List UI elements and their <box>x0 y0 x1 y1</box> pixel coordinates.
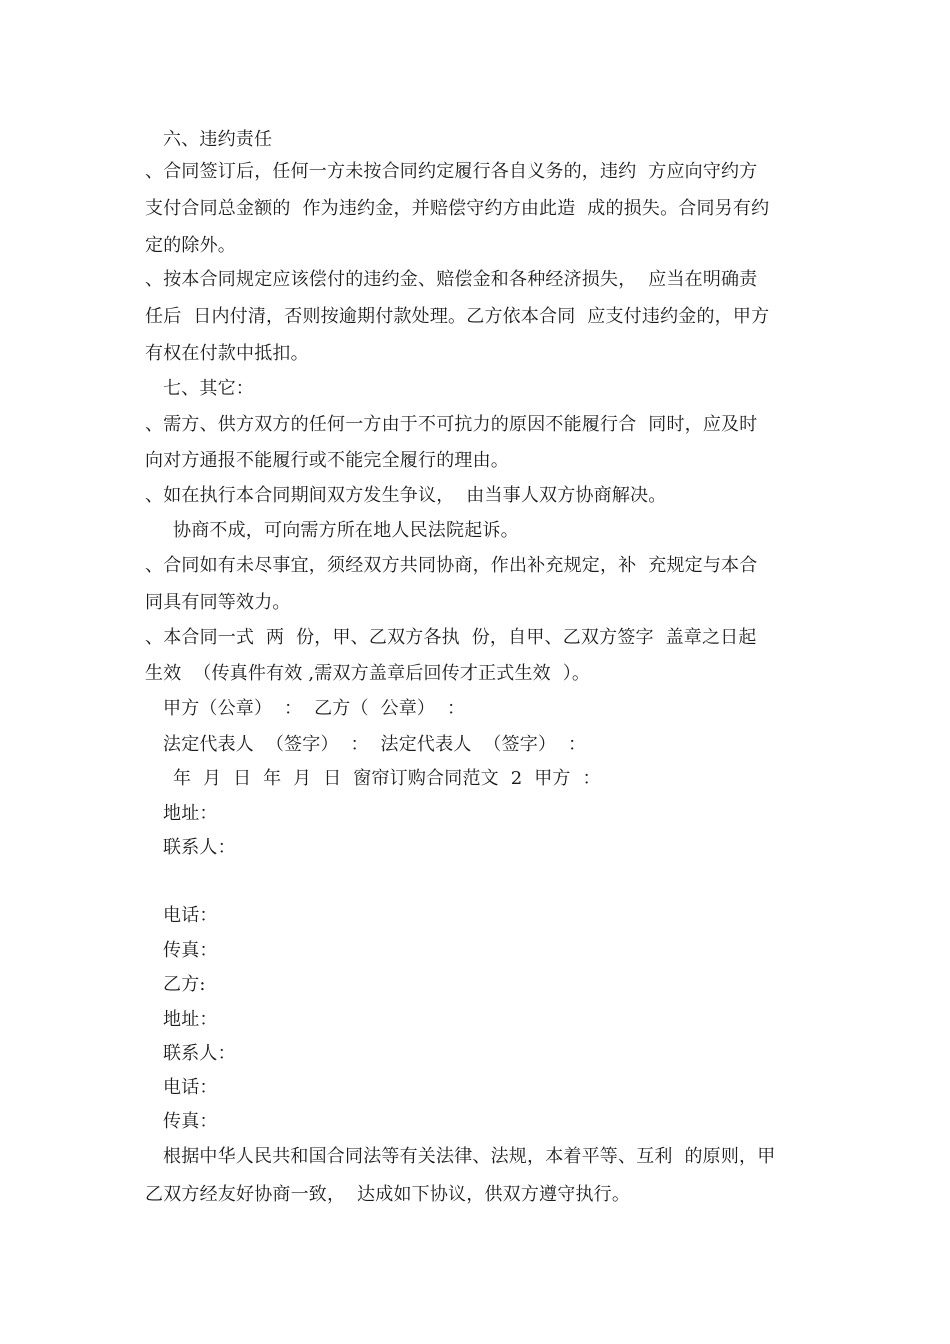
signature-seal-line: 甲方（公章） ： 乙方（ 公章） ： <box>163 698 466 719</box>
paragraph-line: 、本合同一式 两 份，甲、乙双方各执 份，自甲、乙双方签字 盖章之日起 <box>145 627 757 648</box>
paragraph-line: 任后 日内付清，否则按逾期付款处理。乙方依本合同 应支付违约金的，甲方 <box>145 306 770 327</box>
field-phone: 电话： <box>163 905 218 926</box>
paragraph-line: 同具有同等效力。 <box>145 592 291 613</box>
section-heading-breach-liability: 六、违约责任 <box>163 129 273 150</box>
section-heading-other: 七、其它： <box>163 378 254 399</box>
paragraph-line: 向对方通报不能履行或不能完全履行的理由。 <box>145 450 509 471</box>
field-phone: 电话： <box>163 1077 218 1098</box>
paragraph-line: 、合同如有未尽事宜，须经双方共同协商，作出补充规定，补 充规定与本合 <box>145 555 758 576</box>
paragraph-line: 定的除外。 <box>145 235 236 256</box>
date-title-line: 年 月 日 年 月 日 窗帘订购合同范文 2 甲方 ： <box>173 768 601 789</box>
paragraph-line: 支付合同总金额的 作为违约金，并赔偿守约方由此造 成的损失。合同另有约 <box>145 198 770 219</box>
paragraph-line: 根据中华人民共和国合同法等有关法律、法规，本着平等、互利 的原则，甲 <box>163 1146 776 1167</box>
paragraph-line: 协商不成，可向需方所在地人民法院起诉。 <box>173 520 519 541</box>
field-party-b: 乙方: <box>163 974 206 995</box>
field-fax: 传真： <box>163 940 218 961</box>
paragraph-line: 、需方、供方双方的任何一方由于不可抗力的原因不能履行合 同时，应及时 <box>145 414 758 435</box>
field-address: 地址： <box>163 1009 218 1030</box>
field-address: 地址： <box>163 803 218 824</box>
paragraph-line: 、按本合同规定应该偿付的违约金、赔偿金和各种经济损失， 应当在明确责 <box>145 269 758 290</box>
field-contact: 联系人： <box>163 837 236 858</box>
field-contact: 联系人： <box>163 1043 236 1064</box>
field-fax: 传真： <box>163 1111 218 1132</box>
paragraph-line: 、如在执行本合同期间双方发生争议， 由当事人双方协商解决。 <box>145 485 667 506</box>
paragraph-line: 、合同签订后，任何一方未按合同约定履行各自义务的，违约 方应向守约方 <box>145 161 758 182</box>
paragraph-line: 有权在付款中抵扣。 <box>145 343 309 364</box>
paragraph-line: 乙双方经友好协商一致， 达成如下协议，供双方遵守执行。 <box>145 1184 631 1205</box>
paragraph-line: 生效 （传真件有效 ,需双方盖章后回传才正式生效 ）。 <box>145 663 591 684</box>
signature-representative-line: 法定代表人 （签字） ： 法定代表人 （签字） ： <box>163 734 587 755</box>
